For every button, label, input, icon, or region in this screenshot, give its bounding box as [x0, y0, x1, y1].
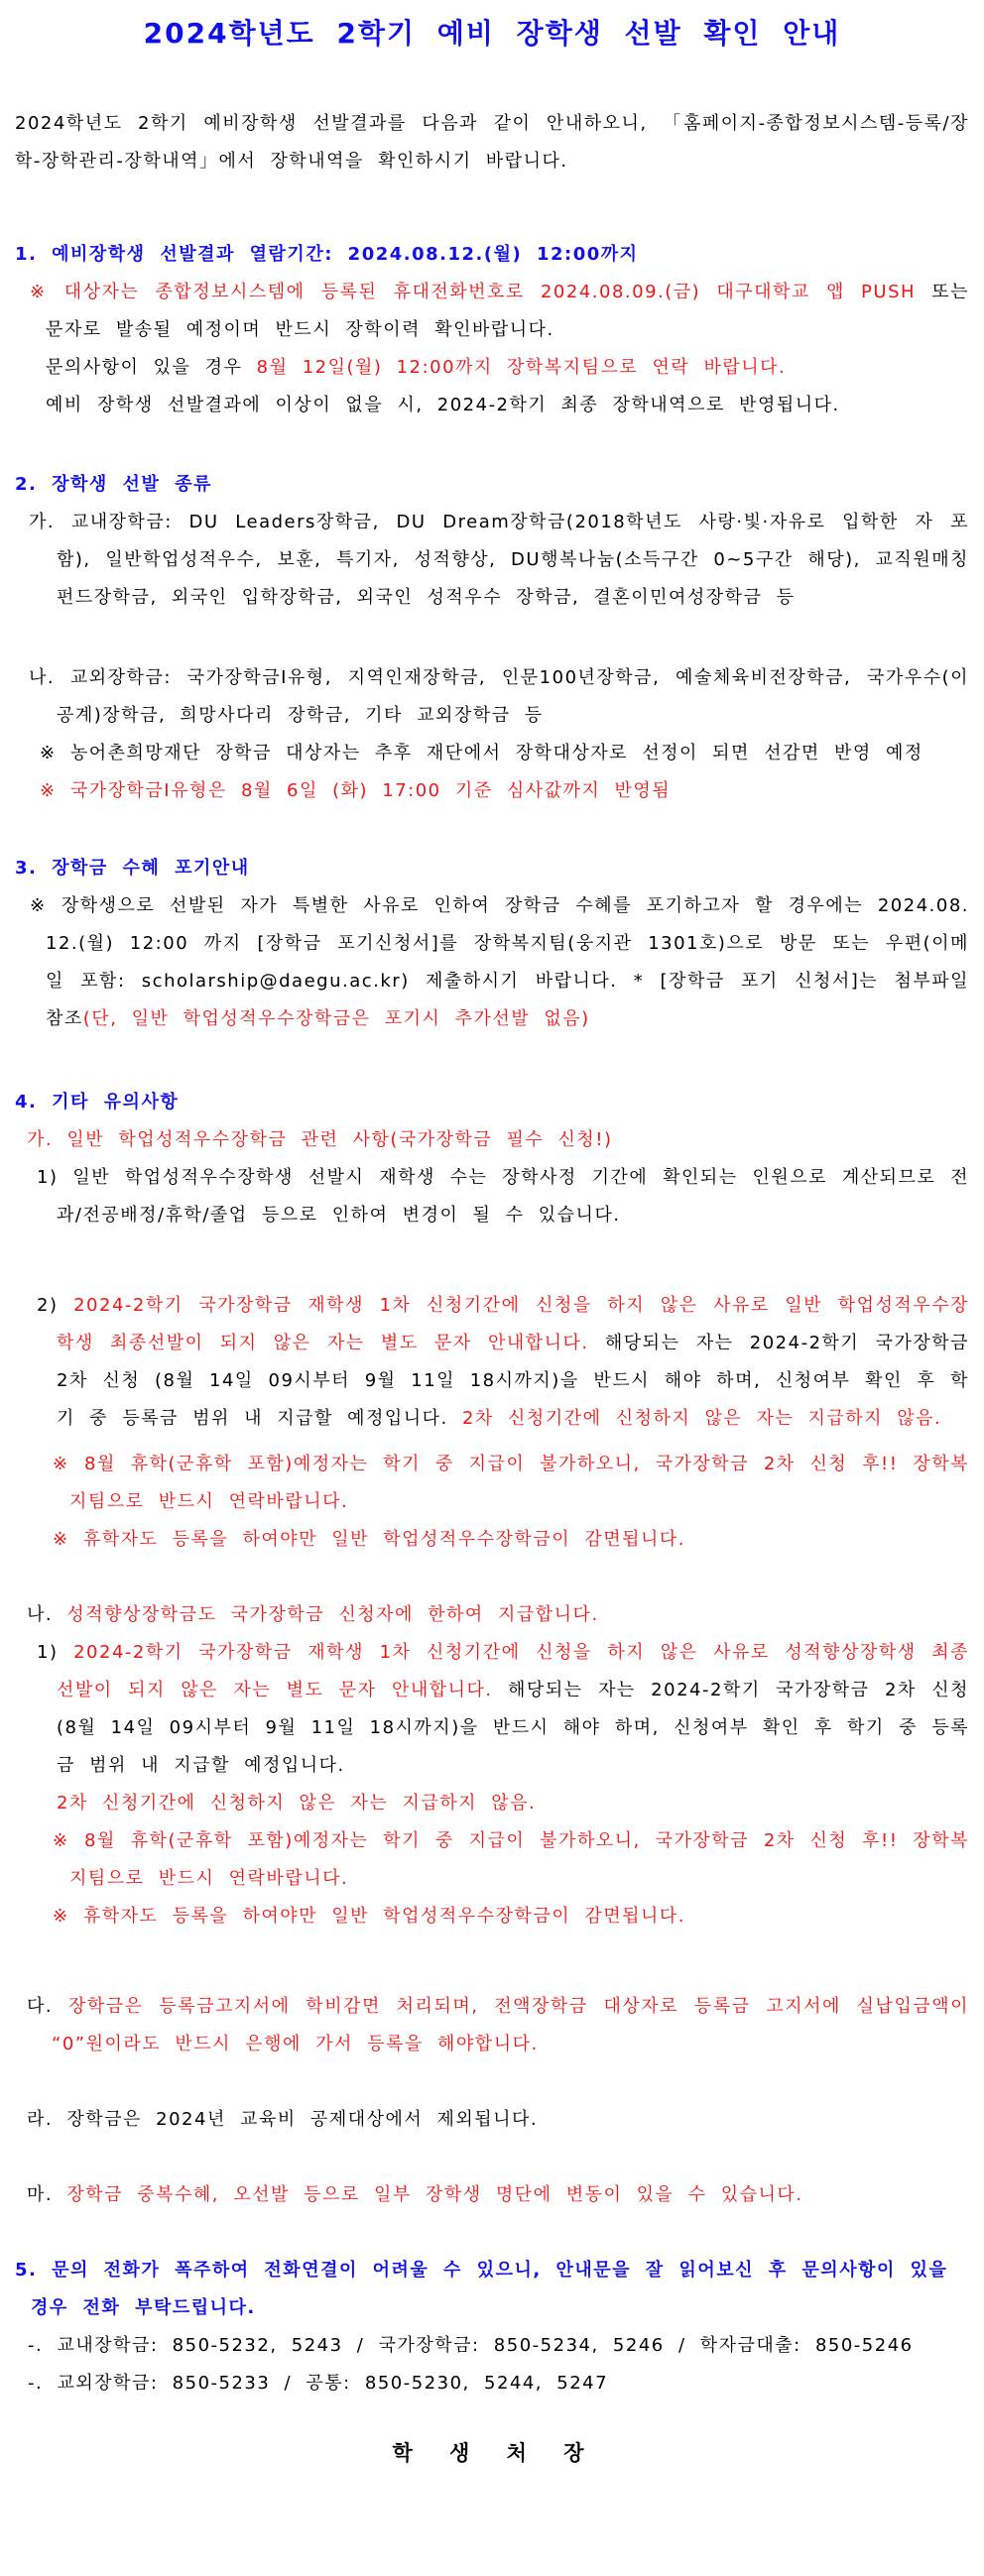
text-segment-red: (단, 일반 학업성적우수장학금은 포기시 추가선발 없음)	[82, 1008, 590, 1029]
section4-item-ga	[15, 1121, 969, 1159]
text-segment-red: 대상자는 종합정보시스템에 등록된 휴대전화번호로 2024.08.09.(금) 대구대학교 앱 PUSH	[63, 282, 932, 302]
text-segment-red: 휴학자도 등록을 하여야만 일반 학업성적우수장학금이 감면됩니다.	[82, 1906, 686, 1927]
reference-mark: ※	[40, 780, 57, 801]
text-segment-red: 휴학자도 등록을 하여야만 일반 학업성적우수장학금이 감면됩니다.	[82, 1529, 686, 1550]
section4-item-na	[15, 1596, 969, 1634]
intro-paragraph: 2024학년도 2학기 예비장학생 선발결과를 다음과 같이 안내하오니, 「홈페이지-종합정보시스템-등록/장학-장학관리-장학내역」에서 장학내역을 확인하시기 바랍니다.	[15, 113, 969, 172]
text-segment: 문의사항이 있을 경우	[46, 357, 257, 378]
reference-mark: ※	[53, 1529, 69, 1550]
section2-item-ga	[15, 504, 969, 617]
item-label: 라.	[27, 2109, 54, 2130]
section1-note-push	[15, 274, 969, 349]
section4-ga-sub2	[15, 1287, 969, 1438]
text-segment-red: 8월 휴학(군휴학 포함)예정자는 학기 중 지급이 불가하오니, 국가장학금 2차 신청 후!! 장학복지팀으로 반드시 연락바랍니다.	[69, 1830, 969, 1889]
text-segment-red: 장학금 중복수혜, 오선발 등으로 일부 장학생 명단에 변동이 있을 수 있습니다.	[66, 2184, 803, 2205]
section4-na-sub1-cont	[15, 1785, 969, 1822]
item-label: 1)	[37, 1642, 59, 1663]
section2-note-foundation	[15, 735, 969, 772]
section1-line-final: 예비 장학생 선발결과에 이상이 없을 시, 2024-2학기 최종 장학내역으로 반영됩니다.	[46, 395, 840, 415]
text-segment-red: 8월 휴학(군휴학 포함)예정자는 학기 중 지급이 불가하오니, 국가장학금 2차 신청 후!! 장학복지팀으로 반드시 연락바랍니다.	[69, 1454, 969, 1512]
text-segment: 해당되는 자는 2024-2학기 국가장학금 2차 신청 (8월 14일 09시부터 9월 11일 18시까지)을 반드시 해야 하며, 신청여부 확인 후 학기 중 등록금 범위 내 지급할 예정입니다.	[57, 1680, 969, 1776]
text-segment: 일반 학업성적우수장학생 선발시 재학생 수는 장학사정 기간에 확인되는 인원으로 계산되므로 전과/전공배정/휴학/졸업 등으로 인하여 변경이 될 수 있습니다.	[57, 1167, 969, 1226]
item-label: 가.	[27, 1129, 54, 1150]
reference-mark: ※	[53, 1454, 70, 1474]
text-segment: 또는 문자로 발송될 예정이며 반드시 장학이력 확인바랍니다.	[46, 282, 969, 340]
section1-heading: 1. 예비장학생 선발결과 열람기간: 2024.08.12.(월) 12:00까지	[15, 244, 639, 265]
text-segment-red: 장학금은 등록금고지서에 학비감면 처리되며, 전액장학금 대상자로 등록금 고지서에 실납입금액이 “0”원이라도 반드시 은행에 가서 등록을 해야합니다.	[52, 1996, 969, 2054]
text-segment: 교내장학금: DU Leaders장학금, DU Dream장학금(2018학년도 사랑·빛·자유로 입학한 자 포함), 일반학업성적우수, 보훈, 특기자, 성적향상, DU행복나눔(소득구간 0~5구간 해당), 교직원매칭펀드장학금, 외국인 입학장학금, 외국인 성적우수 장학금, 결혼이민여성장학금 등	[57, 512, 969, 608]
section2-note-type1	[15, 772, 969, 810]
section5-phone-line2: -. 교외장학금: 850-5233 / 공통: 850-5230, 5244, 5247	[28, 2373, 609, 2394]
item-label: 나.	[27, 1604, 54, 1625]
item-label: 나.	[29, 667, 56, 688]
item-label: 마.	[27, 2184, 54, 2205]
text-segment-red: 일반 학업성적우수장학금 관련 사항(국가장학금 필수 신청!)	[66, 1129, 613, 1150]
section3-heading: 3. 장학금 수혜 포기안내	[15, 858, 250, 878]
text-segment-red: 2024-2학기 국가장학금 재학생 1차 신청기간에 신청을 하지 않은 사유로 성적향상장학생 최종선발이 되지 않은 자는 별도 문자 안내합니다.	[57, 1642, 969, 1700]
section4-item-ra	[15, 2101, 969, 2139]
text-segment: 장학생으로 선발된 자가 특별한 사유로 인하여 장학금 수혜를 포기하고자 할 경우에는 2024.08.12.(월) 12:00 까지 [장학금 포기신청서]를 장학복지팀(웅지관 1301호)으로 방문 또는 우편(이메일 포함: scholarship@daegu.ac.kr) 제출하시기 바랍니다. * [장학금 포기 신청서]는 첨부파일 참조	[46, 895, 969, 1029]
reference-mark: ※	[30, 895, 48, 916]
item-label: 1)	[37, 1167, 59, 1188]
reference-mark: ※	[53, 1906, 69, 1927]
section4-item-ma	[15, 2176, 969, 2214]
section4-heading: 4. 기타 유의사항	[15, 1092, 180, 1112]
text-segment-red: 2024-2학기 국가장학금 재학생 1차 신청기간에 신청을 하지 않은 사유로 일반 학업성적우수장학생 최종선발이 되지 않은 자는 별도 문자 안내합니다.	[57, 1295, 969, 1353]
reference-mark: ※	[53, 1830, 70, 1851]
section4-na-note1	[15, 1822, 969, 1898]
section4-na-note2	[15, 1898, 969, 1935]
text-segment: 장학금은 2024년 교육비 공제대상에서 제외됩니다.	[66, 2109, 539, 2130]
section2-item-na	[15, 659, 969, 735]
section3-note-waiver	[15, 887, 969, 1038]
section4-ga-note1	[15, 1446, 969, 1521]
section4-na-sub1	[15, 1634, 969, 1785]
signature-dean-of-students: 학 생 처 장	[392, 2441, 592, 2465]
item-label: 다.	[27, 1996, 54, 2017]
text-segment: 교외장학금: 국가장학금I유형, 지역인재장학금, 인문100년장학금, 예술체육비전장학금, 국가우수(이공계)장학금, 희망사다리 장학금, 기타 교외장학금 등	[57, 667, 970, 726]
text-segment-red: 8월 12일(월) 12:00까지 장학복지팀으로 연락 바랍니다.	[256, 357, 787, 378]
reference-mark: ※	[30, 282, 49, 302]
item-label: 2)	[37, 1295, 59, 1316]
section5-heading: 5. 문의 전화가 폭주하여 전화연결이 어려울 수 있으니, 안내문을 잘 읽어보신 후 문의사항이 있을 경우 전화 부탁드립니다.	[15, 2260, 948, 2318]
reference-mark: ※	[40, 743, 57, 763]
text-segment: 농어촌희망재단 장학금 대상자는 추후 재단에서 장학대상자로 선정이 되면 선감면 반영 예정	[69, 743, 923, 763]
item-label: 가.	[29, 512, 56, 532]
text-segment-red: 성적향상장학금도 국가장학금 신청자에 한하여 지급합니다.	[66, 1604, 599, 1625]
text-segment: 해당되는 자는 2024-2학기 국가장학금 2차 신청 (8월 14일 09시부터 9월 11일 18시까지)을 반드시 해야 하며, 신청여부 확인 후 학기 중 등록금 범위 내 지급할 예정입니다.	[57, 1333, 970, 1429]
section4-item-da	[15, 1988, 969, 2063]
text-segment-red: 국가장학금I유형은 8월 6일 (화) 17:00 기준 심사값까지 반영됨	[69, 780, 672, 801]
page-title: 2024학년도 2학기 예비 장학생 선발 확인 안내	[143, 17, 841, 50]
section4-ga-note2	[15, 1521, 969, 1559]
text-segment-red: 2차 신청기간에 신청하지 않은 자는 지급하지 않음.	[57, 1793, 537, 1814]
section4-ga-sub1	[15, 1159, 969, 1234]
section2-heading: 2. 장학생 선발 종류	[15, 474, 212, 495]
text-segment-red: 2차 신청기간에 신청하지 않은 자는 지급하지 않음.	[461, 1408, 942, 1429]
section5-phone-line1: -. 교내장학금: 850-5232, 5243 / 국가장학금: 850-5234, 5246 / 학자금대출: 850-5246	[28, 2335, 914, 2356]
section1-line-contact	[15, 349, 969, 387]
